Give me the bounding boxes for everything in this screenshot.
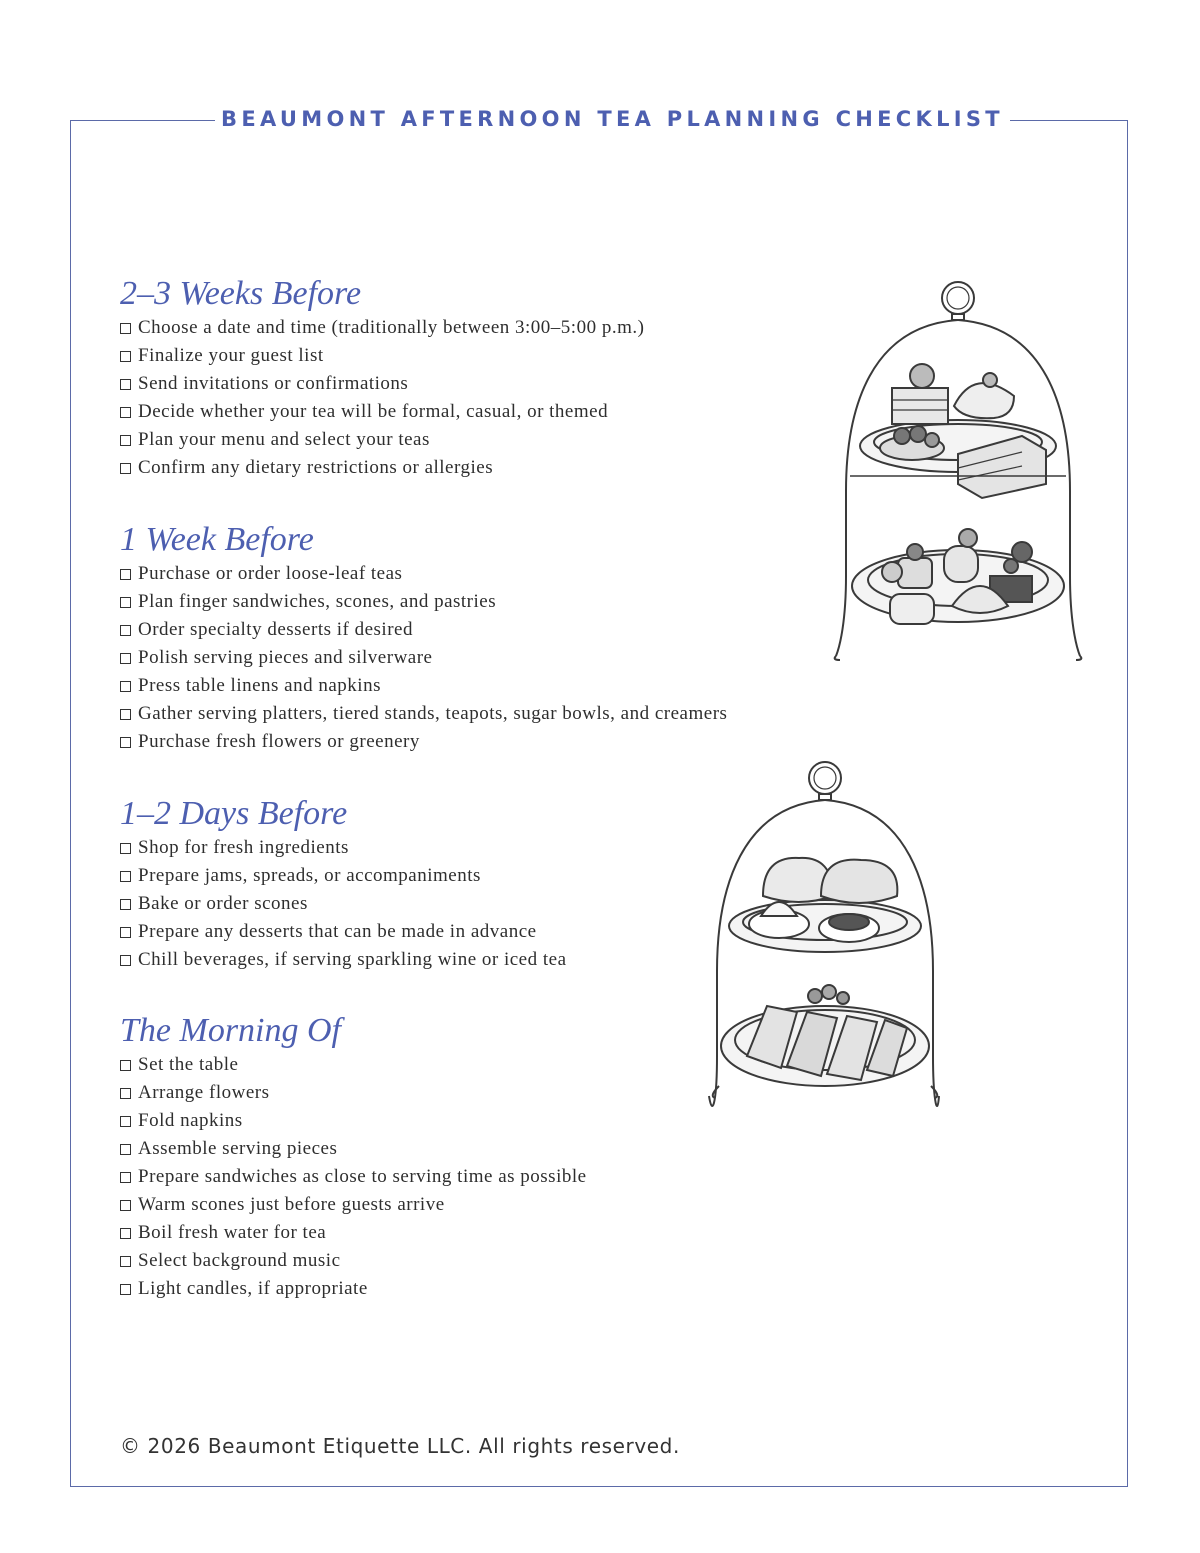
checklist-item[interactable] — [120, 1079, 587, 1107]
checklist-item[interactable] — [120, 588, 727, 616]
checkbox[interactable] — [120, 1088, 131, 1099]
checklist-item[interactable] — [120, 398, 644, 426]
checklist-item-label: Prepare sandwiches as close to serving time as possible — [138, 1166, 587, 1187]
checklist-item[interactable] — [120, 1191, 587, 1219]
section-heading: 2–3 Weeks Before — [120, 275, 362, 312]
checkbox[interactable] — [120, 379, 131, 390]
checklist-item[interactable] — [120, 862, 567, 890]
checklist-item[interactable] — [120, 672, 727, 700]
checkbox[interactable] — [120, 597, 131, 608]
checklist-item-label: Purchase fresh flowers or greenery — [138, 731, 420, 752]
checkbox[interactable] — [120, 569, 131, 580]
checklist-item[interactable] — [120, 1219, 587, 1247]
checklist-item-label: Shop for fresh ingredients — [138, 837, 349, 858]
checklist-item[interactable] — [120, 834, 567, 862]
checklist — [120, 560, 727, 756]
checklist — [120, 314, 644, 482]
checkbox[interactable] — [120, 1060, 131, 1071]
checkbox[interactable] — [120, 1172, 131, 1183]
checkbox[interactable] — [120, 1144, 131, 1155]
checkbox[interactable] — [120, 463, 131, 474]
checkbox[interactable] — [120, 1284, 131, 1295]
section-heading: 1 Week Before — [120, 521, 314, 558]
checklist-item[interactable] — [120, 454, 644, 482]
checkbox[interactable] — [120, 1116, 131, 1127]
checklist-item-label: Decide whether your tea will be formal, casual, or themed — [138, 401, 609, 422]
checklist — [120, 834, 567, 974]
checkbox[interactable] — [120, 407, 131, 418]
checklist-item[interactable] — [120, 342, 644, 370]
checklist-item[interactable] — [120, 1135, 587, 1163]
section-2-3-weeks-before — [120, 274, 644, 482]
checklist-item[interactable] — [120, 560, 727, 588]
checklist-item[interactable] — [120, 314, 644, 342]
checklist-item-label: Chill beverages, if serving sparkling wine or iced tea — [138, 949, 567, 970]
checkbox[interactable] — [120, 1228, 131, 1239]
checklist — [120, 1051, 587, 1303]
section-1-2-days-before — [120, 794, 567, 974]
checklist-item-label: Warm scones just before guests arrive — [138, 1194, 445, 1215]
checklist-item[interactable] — [120, 1275, 587, 1303]
checkbox[interactable] — [120, 871, 131, 882]
checkbox[interactable] — [120, 955, 131, 966]
checklist-item-label: Finalize your guest list — [138, 345, 324, 366]
checklist-item-label: Purchase or order loose-leaf teas — [138, 563, 403, 584]
checklist-item[interactable] — [120, 426, 644, 454]
checklist-item-label: Polish serving pieces and silverware — [138, 647, 433, 668]
checklist-item-label: Prepare any desserts that can be made in advance — [138, 921, 537, 942]
checklist-item-label: Select background music — [138, 1250, 341, 1271]
checkbox[interactable] — [120, 843, 131, 854]
checklist-item-label: Bake or order scones — [138, 893, 308, 914]
checkbox[interactable] — [120, 625, 131, 636]
tiered-stand-pastries-illustration — [832, 276, 1084, 668]
checklist-item-label: Prepare jams, spreads, or accompaniments — [138, 865, 481, 886]
checkbox[interactable] — [120, 1256, 131, 1267]
checklist-item-label: Order specialty desserts if desired — [138, 619, 413, 640]
checkbox[interactable] — [120, 1200, 131, 1211]
checklist-item[interactable] — [120, 1107, 587, 1135]
checklist-item[interactable] — [120, 616, 727, 644]
section-heading: The Morning Of — [120, 1012, 341, 1049]
checklist-item-label: Fold napkins — [138, 1110, 243, 1131]
checkbox[interactable] — [120, 681, 131, 692]
checkbox[interactable] — [120, 899, 131, 910]
section-1-week-before — [120, 520, 727, 756]
checklist-item[interactable] — [120, 728, 727, 756]
checklist-item-label: Choose a date and time (traditionally between 3:00–5:00 p.m.) — [138, 317, 645, 338]
checklist-item[interactable] — [120, 1163, 587, 1191]
checklist-item[interactable] — [120, 1247, 587, 1275]
section-heading: 1–2 Days Before — [120, 795, 348, 832]
checklist-item[interactable] — [120, 700, 727, 728]
checklist-item-label: Light candles, if appropriate — [138, 1278, 368, 1299]
page-title: BEAUMONT AFTERNOON TEA PLANNING CHECKLIST — [215, 104, 1010, 134]
checkbox[interactable] — [120, 351, 131, 362]
checkbox[interactable] — [120, 323, 131, 334]
tiered-stand-scones-sandwiches-illustration — [703, 756, 943, 1178]
checklist-item[interactable] — [120, 644, 727, 672]
checkbox[interactable] — [120, 737, 131, 748]
checklist-item-label: Assemble serving pieces — [138, 1138, 338, 1159]
section-the-morning-of — [120, 1011, 587, 1303]
copyright-footer: © 2026 Beaumont Etiquette LLC. All rights reserved. — [120, 1434, 680, 1458]
checkbox[interactable] — [120, 435, 131, 446]
checklist-item-label: Send invitations or confirmations — [138, 373, 409, 394]
checklist-item-label: Boil fresh water for tea — [138, 1222, 327, 1243]
checklist-item-label: Plan finger sandwiches, scones, and pastries — [138, 591, 497, 612]
checklist-item-label: Press table linens and napkins — [138, 675, 381, 696]
checklist-item[interactable] — [120, 890, 567, 918]
checklist-item-label: Gather serving platters, tiered stands, teapots, sugar bowls, and creamers — [138, 703, 728, 724]
checklist-item-label: Set the table — [138, 1054, 239, 1075]
checkbox[interactable] — [120, 653, 131, 664]
checkbox[interactable] — [120, 709, 131, 720]
checklist-item-label: Arrange flowers — [138, 1082, 270, 1103]
checklist-item[interactable] — [120, 370, 644, 398]
checklist-item[interactable] — [120, 918, 567, 946]
checklist-item[interactable] — [120, 1051, 587, 1079]
checklist-item-label: Confirm any dietary restrictions or allergies — [138, 457, 494, 478]
checkbox[interactable] — [120, 927, 131, 938]
checklist-item-label: Plan your menu and select your teas — [138, 429, 430, 450]
checklist-item[interactable] — [120, 946, 567, 974]
